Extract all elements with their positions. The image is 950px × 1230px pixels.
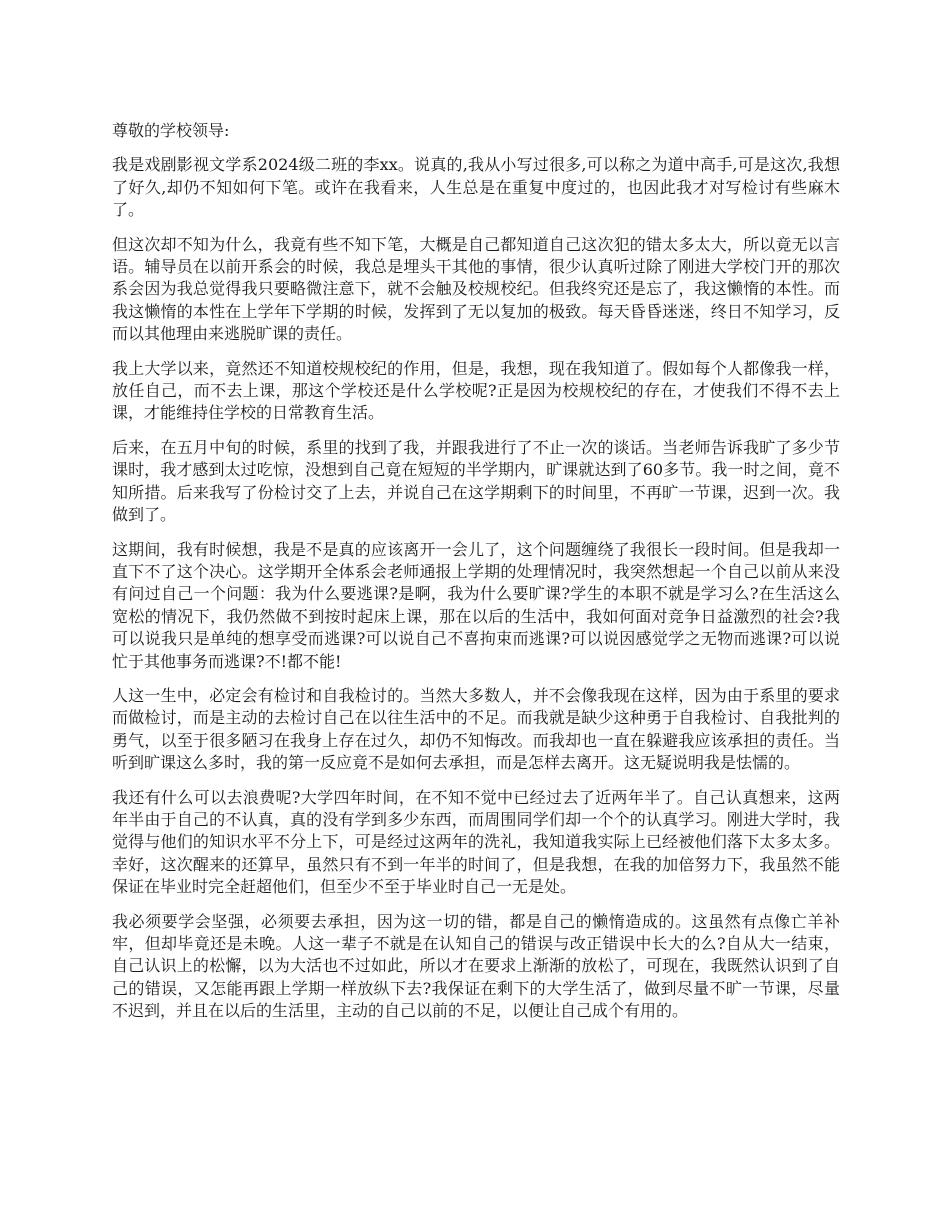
letter-body [112, 120, 840, 1035]
paragraph-8: 我必须要学会坚强，必须要去承担，因为这一切的错，都是自己的懒惰造成的。这虽然有点像亡羊补牢，但却毕竟还是未晚。人这一辈子不就是在认知自己的错误与改正错误中长大的么?自从大一结束，自己认识上的松懈，以为大活也不过如此，所以才在要求上渐渐的放松了，可现在，我既然认识到了自己的错误，又怎能再跟上学期一样放纵下去?我保证在剩下的大学生活了，做到尽量不旷一节课，尽量不迟到，并且在以后的生活里，主动的自己以前的不足，以便让自己成个有用的。 [112, 911, 840, 1021]
paragraph-1: 我是戏剧影视文学系2024级二班的李xx。说真的,我从小写过很多,可以称之为道中高手,可是这次,我想了好久,却仍不知如何下笔。或许在我看来，人生总是在重复中度过的，也因此我才对写检讨有些麻木了。 [112, 155, 840, 220]
paragraph-2: 但这次却不知为什么，我竟有些不知下笔，大概是自己都知道自己这次犯的错太多太大，所以竟无以言语。辅导员在以前开系会的时候，我总是埋头干其他的事情，很少认真听过除了刚进大学校门开的那次系会因为我总觉得我只要略微注意下，就不会触及校规校纪。但我终究还是忘了，我这懒惰的本性。而我这懒惰的本性在上学年下学期的时候，发挥到了无以复加的极致。每天昏昏迷迷，终日不知学习，反而以其他理由来逃脱旷课的责任。 [112, 234, 840, 344]
paragraph-4: 后来，在五月中旬的时候，系里的找到了我，并跟我进行了不止一次的谈话。当老师告诉我旷了多少节课时，我才感到太过吃惊，没想到自己竟在短短的半学期内，旷课就达到了60多节。我一时之间，竟不知所措。后来我写了份检讨交了上去，并说自己在这学期剩下的时间里，不再旷一节课，迟到一次。我做到了。 [112, 437, 840, 525]
paragraph-3: 我上大学以来，竟然还不知道校规校纪的作用，但是，我想，现在我知道了。假如每个人都像我一样，放任自己，而不去上课，那这个学校还是什么学校呢?正是因为校规校纪的存在，才使我们不得不去上课，才能维持住学校的日常教育生活。 [112, 358, 840, 423]
salutation: 尊敬的学校领导: [112, 121, 230, 140]
paragraph-6: 人这一生中，必定会有检讨和自我检讨的。当然大多数人，并不会像我现在这样，因为由于系里的要求而做检讨，而是主动的去检讨自己在以往生活中的不足。而我就是缺少这种勇于自我检讨、自我批判的勇气，以至于很多陋习在我身上存在过久，却仍不知悔改。而我却也一直在躲避我应该承担的责任。当听到旷课这么多时，我的第一反应竟不是如何去承担，而是怎样去离开。这无疑说明我是怯懦的。 [112, 685, 840, 773]
paragraph-5: 这期间，我有时候想，我是不是真的应该离开一会儿了，这个问题缠绕了我很长一段时间。但是我却一直下不了这个决心。这学期开全体系会老师通报上学期的处理情况时，我突然想起一个自己以前从来没有问过自己一个问题：我为什么要逃课?是啊，我为什么要旷课?学生的本职不就是学习么?在生活这么宽松的情况下，我仍然做不到按时起床上课，那在以后的生活中，我如何面对竞争日益激烈的社会?我可以说我只是单纯的想享受而逃课?可以说自己不喜拘束而逃课?可以说因感觉学之无物而逃课?可以说忙于其他事务而逃课?不!都不能! [112, 539, 840, 671]
paragraph-7: 我还有什么可以去浪费呢?大学四年时间，在不知不觉中已经过去了近两年半了。自己认真想来，这两年半由于自己的不认真，真的没有学到多少东西，而周围同学们却一个个的认真学习。刚进大学时，我觉得与他们的知识水平不分上下，可是经过这两年的洗礼，我知道我实际上已经被他们落下太多太多。幸好，这次醒来的还算早，虽然只有不到一年半的时间了，但是我想，在我的加倍努力下，我虽然不能保证在毕业时完全赶超他们，但至少不至于毕业时自己一无是处。 [112, 787, 840, 897]
